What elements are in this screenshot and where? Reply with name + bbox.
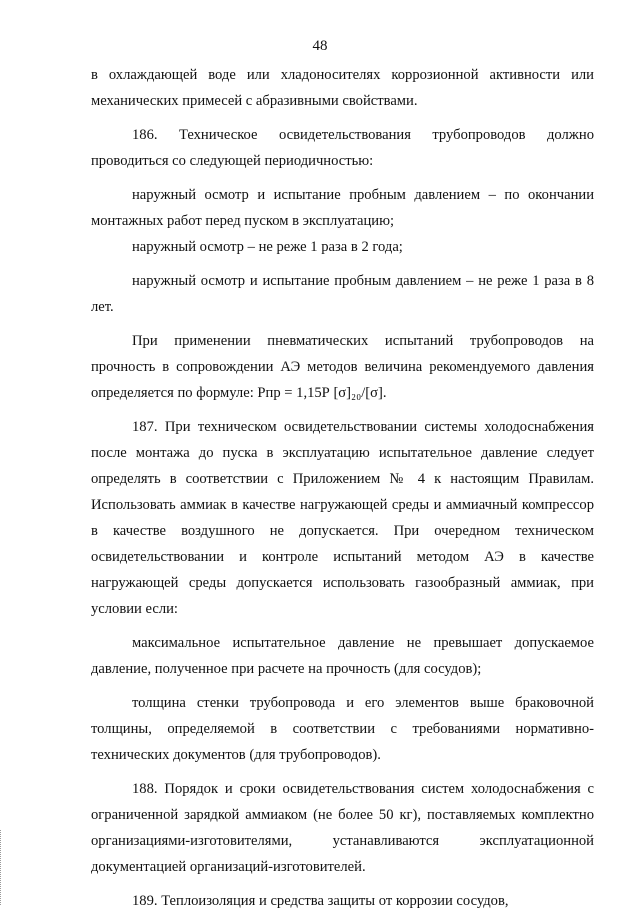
scan-edge-mark [0,830,4,905]
paragraph: максимальное испытательное давление не превышает допускаемое давление, полученное при расчете на прочность (для сосудов); [91,635,594,677]
paragraph: наружный осмотр – не реже 1 раза в 2 года; [132,239,403,255]
paragraph: 187. При техническом освидетельствовании системы холодоснабжения после монтажа до пуска в эксплуатацию испытательное давление следует определять в соответствии с Приложением № 4 к настоящим Правилам. Использовать аммиак в качестве нагружающей среды и аммиачный компрессор в качестве воздушного не допускается. При очередном техническом освидетельствовании и контроле испытаний методом АЭ в качестве нагружающей среды допускается использовать газообразный аммиак, при условии если: [91,419,594,617]
paragraph: толщина стенки трубопровода и его элементов выше браковочной толщины, определяемой в соответствии с требованиями нормативно-технических документов (для трубопроводов). [91,695,594,763]
paragraph: 188. Порядок и сроки освидетельствования систем холодоснабжения с ограниченной зарядкой аммиаком (не более 50 кг), поставляемых комплектно организациями-изготовителями, устанавливаются эксплуатационной документацией организаций-изготовителей. [91,781,594,875]
paragraph: наружный осмотр и испытание пробным давлением – не реже 1 раза в 8 лет. [91,273,594,315]
page-number: 48 [312,38,328,54]
document-body [91,62,594,914]
paragraph: в охлаждающей воде или хладоносителях коррозионной активности или механических примесей с абразивными свойствами. [91,67,594,109]
paragraph: 189. Теплоизоляция и средства защиты от коррозии сосудов, [132,893,509,909]
paragraph: При применении пневматических испытаний трубопроводов на прочность в сопровождении АЭ методов величина рекомендуемого давления определяется по формуле: Рпр = 1,15Р [σ]₂₀/[σ]. [91,333,594,401]
paragraph: наружный осмотр и испытание пробным давлением – по окончании монтажных работ перед пуском в эксплуатацию; [91,187,594,229]
paragraph: 186. Техническое освидетельствования трубопроводов должно проводиться со следующей периодичностью: [91,127,594,169]
